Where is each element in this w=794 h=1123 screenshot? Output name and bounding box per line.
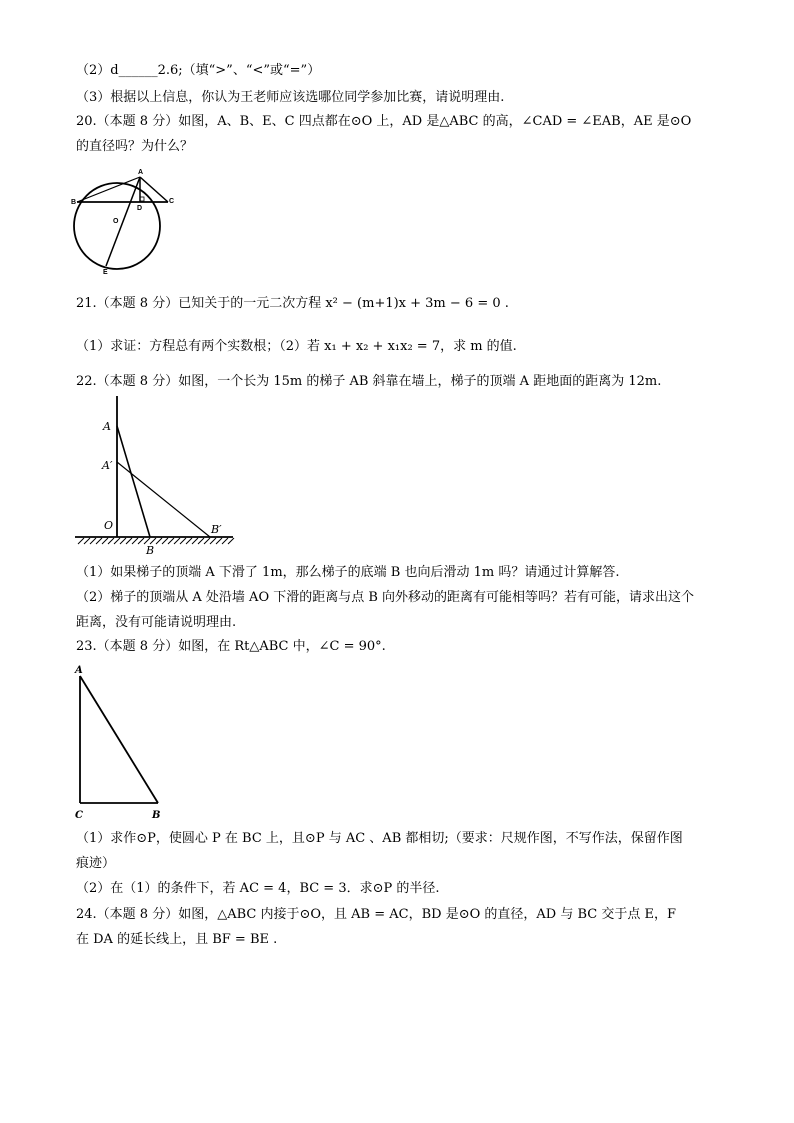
q20-stem-cont: 的直径吗？为什么？ [76, 139, 194, 154]
label-B-prime: B′ [211, 523, 222, 536]
label-O: O [104, 519, 114, 532]
label-B: B [71, 199, 77, 206]
figure-q23-triangle [70, 662, 170, 820]
figure-q20-circle [70, 164, 180, 276]
label-O: O [113, 218, 119, 225]
label-B: B [152, 810, 161, 820]
q20-stem: 20.（本题 8 分）如图，A、B、E、C 四点都在⊙O 上，AD 是△ABC 的高，∠CAD = ∠EAB，AE 是⊙O [76, 114, 692, 129]
label-B: B [146, 544, 155, 556]
q23-part1: （1）求作⊙P，使圆心 P 在 BC 上，且⊙P 与 AC 、AB 都相切;（要求：尺规作图，不写作法，保留作图 [76, 831, 683, 846]
label-A: A [75, 665, 83, 676]
q24-stem-cont: 在 DA 的延长线上，且 BF = BE . [76, 932, 278, 947]
q21-parts: （1）求证：方程总有两个实数根；（2）若 x₁ + x₂ + x₁x₂ = 7，求 m 的值. [76, 339, 517, 354]
q21-stem: 21.（本题 8 分）已知关于的一元二次方程 x² − (m+1)x + 3m − 6 = 0 . [76, 296, 509, 311]
q22-part1: （1）如果梯子的顶端 A 下滑了 1m，那么梯子的底端 B 也向后滑动 1m 吗？请通过计算解答. [76, 565, 620, 580]
label-E: E [103, 269, 108, 276]
q23-part2: （2）在（1）的条件下，若 AC = 4，BC = 3．求⊙P 的半径. [76, 881, 440, 896]
label-A: A [138, 169, 144, 176]
q23-stem: 23.（本题 8 分）如图，在 Rt△ABC 中，∠C = 90°. [76, 639, 386, 654]
q19-part2: （2）d______2.6;（填“>”、“<”或“=”） [76, 63, 321, 78]
label-A: A [103, 420, 111, 433]
q23-part1-cont: 痕迹） [76, 856, 116, 871]
label-C: C [75, 810, 83, 820]
label-A-prime: A′ [102, 459, 113, 472]
q19-part3: （3）根据以上信息，你认为王老师应该选哪位同学参加比赛，请说明理由. [76, 90, 505, 105]
label-D: D [137, 205, 143, 212]
q22-part2-cont: 距离，没有可能请说明理由. [76, 615, 237, 630]
label-C: C [169, 198, 175, 205]
q24-stem: 24.（本题 8 分）如图，△ABC 内接于⊙O，且 AB = AC，BD 是⊙O 的直径，AD 与 BC 交于点 E，F [76, 907, 676, 922]
q22-part2: （2）梯子的顶端从 A 处沿墙 AO 下滑的距离与点 B 向外移动的距离有可能相等吗？若有可能，请求出这个 [76, 590, 695, 605]
figure-q22-ladder [70, 394, 240, 556]
q22-stem: 22.（本题 8 分）如图，一个长为 15m 的梯子 AB 斜靠在墙上，梯子的顶端 A 距地面的距离为 12m. [76, 374, 662, 389]
